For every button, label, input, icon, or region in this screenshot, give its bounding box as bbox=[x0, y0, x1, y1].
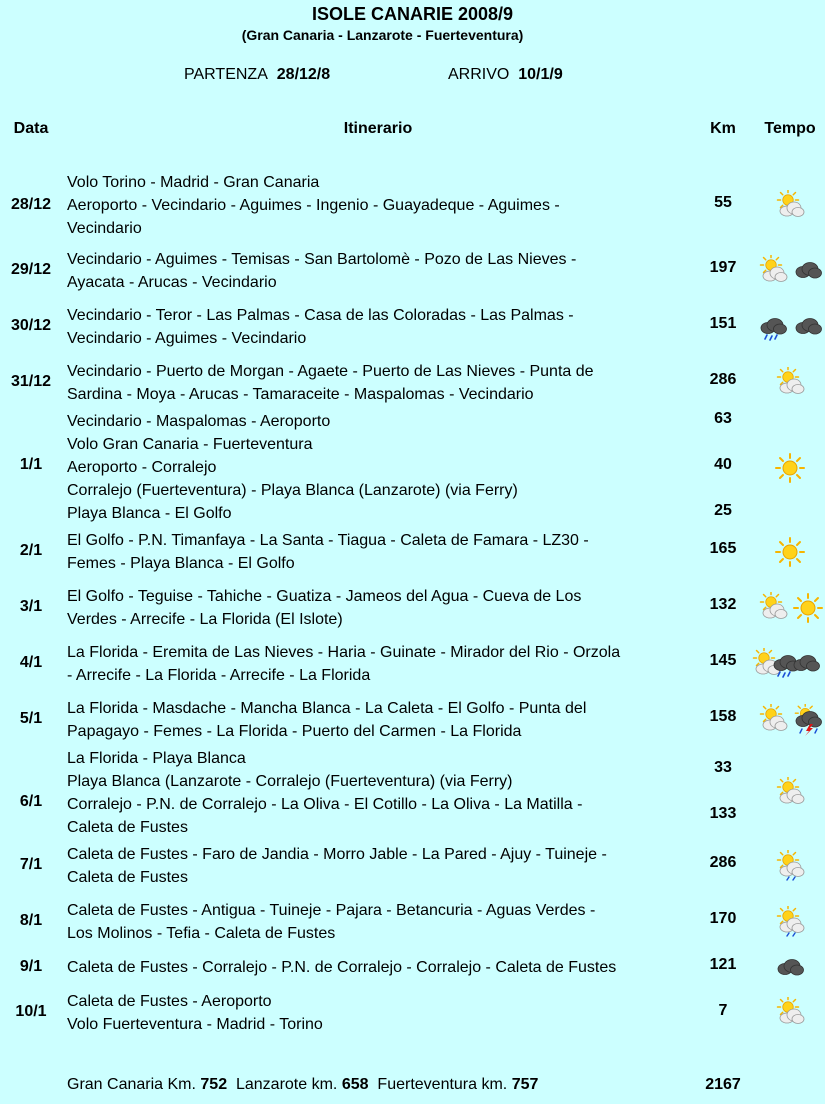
itinerary-line: Playa Blanca - El Golfo bbox=[67, 505, 232, 522]
column-header-weather: Tempo bbox=[764, 120, 816, 137]
gc-km: 752 bbox=[200, 1076, 228, 1093]
fv-label: Fuerteventura km. bbox=[377, 1076, 508, 1093]
row-date: 29/12 bbox=[10, 261, 52, 278]
row-itinerary bbox=[67, 697, 697, 743]
itinerary-line: Caleta de Fustes - Aeroporto bbox=[67, 993, 272, 1010]
row-date: 8/1 bbox=[19, 912, 43, 929]
row-km: 40 bbox=[714, 456, 732, 473]
row-weather bbox=[755, 452, 825, 484]
itinerary-line: Ayacata - Arucas - Vecindario bbox=[67, 274, 277, 291]
row-km: 121 bbox=[709, 956, 737, 973]
row-weather bbox=[755, 311, 825, 343]
partly-cloudy-icon bbox=[773, 190, 807, 222]
itinerary-line: Vecindario - Teror - Las Palmas - Casa de las Coloradas - Las Palmas - bbox=[67, 307, 574, 324]
itinerary-line: Vecindario - Maspalomas - Aeroporto bbox=[67, 413, 331, 430]
row-weather bbox=[755, 367, 825, 399]
itinerary-line: Corralejo (Fuerteventura) - Playa Blanca (Lanzarote) (via Ferry) bbox=[67, 482, 518, 499]
itinerary-line: La Florida - Playa Blanca bbox=[67, 750, 246, 767]
itinerary-line: Volo Fuerteventura - Madrid - Torino bbox=[67, 1016, 323, 1033]
itinerary-line: Vecindario - Puerto de Morgan - Agaete - Puerto de Las Nieves - Punta de bbox=[67, 363, 594, 380]
row-date: 3/1 bbox=[19, 598, 43, 615]
row-itinerary bbox=[67, 990, 697, 1036]
departure-date: 28/12/8 bbox=[276, 66, 331, 83]
itinerary-line: El Golfo - P.N. Timanfaya - La Santa - Tiagua - Caleta de Famara - LZ30 - bbox=[67, 532, 589, 549]
row-date: 10/1 bbox=[15, 1003, 47, 1020]
row-km: 286 bbox=[709, 854, 737, 871]
footer-summary bbox=[67, 1076, 538, 1094]
itinerary-line: Vecindario bbox=[67, 220, 142, 237]
column-header-itinerary: Itinerario bbox=[343, 120, 413, 137]
partly-cloudy-icon bbox=[756, 704, 790, 736]
itinerary-line: Playa Blanca (Lanzarote - Corralejo (Fuerteventura) (via Ferry) bbox=[67, 773, 513, 790]
row-km: 55 bbox=[714, 194, 732, 211]
row-km: 165 bbox=[709, 540, 737, 557]
row-date: 4/1 bbox=[19, 654, 43, 671]
row-date: 9/1 bbox=[19, 957, 43, 975]
partly-cloudy-icon bbox=[756, 255, 790, 287]
gc-label: Gran Canaria Km. bbox=[67, 1076, 196, 1093]
row-itinerary bbox=[67, 641, 697, 687]
itinerary-line: Caleta de Fustes - Antigua - Tuineje - Pajara - Betancuria - Aguas Verdes - bbox=[67, 902, 596, 919]
row-km: 7 bbox=[718, 1002, 728, 1019]
row-km: 151 bbox=[709, 315, 737, 332]
page-subtitle: (Gran Canaria - Lanzarote - Fuerteventura) bbox=[241, 27, 524, 43]
page-title: ISOLE CANARIE 2008/9 bbox=[311, 4, 514, 24]
row-km: 63 bbox=[714, 410, 732, 427]
itinerary-line: Caleta de Fustes - Faro de Jandia - Morro Jable - La Pared - Ajuy - Tuineje - bbox=[67, 846, 607, 863]
itinerary-line: El Golfo - Teguise - Tahiche - Guatiza - Jameos del Agua - Cueva de Los bbox=[67, 588, 582, 605]
arrival-info bbox=[448, 66, 563, 84]
cloudy-icon bbox=[789, 648, 823, 680]
itinerary-line: Sardina - Moya - Arucas - Tamaraceite - Maspalomas - Vecindario bbox=[67, 386, 534, 403]
row-weather bbox=[755, 777, 825, 809]
row-km: 33 bbox=[714, 759, 732, 776]
row-weather bbox=[755, 648, 825, 680]
itinerary-line: Corralejo - P.N. de Corralejo - La Oliva - El Cotillo - La Oliva - La Matilla - bbox=[67, 796, 583, 813]
cloudy-icon bbox=[791, 255, 825, 287]
row-weather bbox=[755, 536, 825, 568]
itinerary-line: Volo Torino - Madrid - Gran Canaria bbox=[67, 174, 320, 191]
itinerary-line: - Arrecife - La Florida - Arrecife - La Florida bbox=[67, 667, 371, 684]
storm-icon bbox=[791, 704, 825, 736]
row-itinerary bbox=[67, 899, 697, 945]
row-itinerary bbox=[67, 360, 697, 406]
row-date: 2/1 bbox=[19, 542, 43, 559]
row-itinerary bbox=[67, 410, 697, 525]
itinerary-line: La Florida - Masdache - Mancha Blanca - La Caleta - El Golfo - Punta del bbox=[67, 700, 587, 717]
row-km: 286 bbox=[709, 371, 737, 388]
itinerary-line: La Florida - Eremita de Las Nieves - Haria - Guinate - Mirador del Rio - Orzola bbox=[67, 644, 621, 661]
arrival-label: ARRIVO bbox=[448, 66, 510, 83]
row-itinerary bbox=[67, 171, 697, 240]
row-date: 28/12 bbox=[10, 195, 52, 213]
row-itinerary bbox=[67, 248, 697, 294]
lz-label: Lanzarote km. bbox=[235, 1076, 338, 1093]
partly-cloudy-icon bbox=[773, 997, 807, 1029]
arrival-date: 10/1/9 bbox=[518, 66, 563, 83]
sun-shower-icon bbox=[773, 906, 807, 938]
column-header-km: Km bbox=[710, 120, 736, 137]
row-weather bbox=[755, 952, 825, 984]
sunny-icon bbox=[773, 536, 807, 568]
itinerary-line: Los Molinos - Tefia - Caleta de Fustes bbox=[67, 925, 336, 942]
row-weather bbox=[755, 906, 825, 938]
itinerary-line: Vecindario - Aguimes - Vecindario bbox=[67, 330, 307, 347]
itinerary-line: Papagayo - Femes - La Florida - Puerto del Carmen - La Florida bbox=[67, 723, 522, 740]
row-itinerary bbox=[67, 304, 697, 350]
sun-shower-icon bbox=[773, 850, 807, 882]
row-weather bbox=[755, 704, 825, 736]
sunny-icon bbox=[791, 592, 825, 624]
itinerary-line: Aeroporto - Corralejo bbox=[67, 459, 217, 476]
sunny-icon bbox=[773, 452, 807, 484]
cloudy-icon bbox=[773, 952, 807, 984]
partly-cloudy-icon bbox=[773, 777, 807, 809]
itinerary-line: Verdes - Arrecife - La Florida (El Islote) bbox=[67, 611, 343, 628]
row-km: 170 bbox=[709, 910, 737, 927]
total-km: 2167 bbox=[705, 1076, 741, 1093]
lz-km: 658 bbox=[341, 1076, 369, 1093]
itinerary-line: Caleta de Fustes bbox=[67, 869, 188, 886]
fv-km: 757 bbox=[511, 1076, 539, 1093]
row-date: 1/1 bbox=[19, 456, 43, 473]
row-date: 5/1 bbox=[19, 710, 43, 727]
row-km: 145 bbox=[709, 652, 737, 669]
row-weather bbox=[755, 190, 825, 222]
itinerary-line: Aeroporto - Vecindario - Aguimes - Ingenio - Guayadeque - Aguimes - bbox=[67, 197, 560, 214]
rain-icon bbox=[756, 311, 790, 343]
column-header-date: Data bbox=[13, 120, 49, 137]
itinerary-line: Caleta de Fustes - Corralejo - P.N. de Corralejo - Corralejo - Caleta de Fustes bbox=[67, 959, 617, 976]
departure-label: PARTENZA bbox=[184, 66, 268, 83]
row-km: 197 bbox=[709, 259, 737, 276]
row-date: 7/1 bbox=[19, 856, 43, 873]
row-weather bbox=[755, 592, 825, 624]
row-weather bbox=[755, 850, 825, 882]
itinerary-line: Vecindario - Aguimes - Temisas - San Bartolomè - Pozo de Las Nieves - bbox=[67, 251, 577, 268]
itinerary-line: Volo Gran Canaria - Fuerteventura bbox=[67, 436, 313, 453]
row-itinerary bbox=[67, 843, 697, 889]
partly-cloudy-icon bbox=[756, 592, 790, 624]
row-date: 6/1 bbox=[19, 793, 43, 810]
itinerary-line: Femes - Playa Blanca - El Golfo bbox=[67, 555, 295, 572]
departure-info bbox=[184, 66, 330, 84]
row-itinerary bbox=[67, 956, 697, 979]
row-date: 30/12 bbox=[10, 317, 52, 334]
row-km: 132 bbox=[709, 596, 737, 613]
row-km: 158 bbox=[709, 708, 737, 725]
row-itinerary bbox=[67, 529, 697, 575]
row-km: 25 bbox=[714, 502, 732, 519]
row-date: 31/12 bbox=[10, 373, 52, 390]
row-weather bbox=[755, 255, 825, 287]
row-itinerary bbox=[67, 747, 697, 839]
itinerary-line: Caleta de Fustes bbox=[67, 819, 188, 836]
row-itinerary bbox=[67, 585, 697, 631]
cloudy-icon bbox=[791, 311, 825, 343]
row-km: 133 bbox=[709, 805, 737, 822]
partly-cloudy-icon bbox=[773, 367, 807, 399]
row-weather bbox=[755, 997, 825, 1029]
